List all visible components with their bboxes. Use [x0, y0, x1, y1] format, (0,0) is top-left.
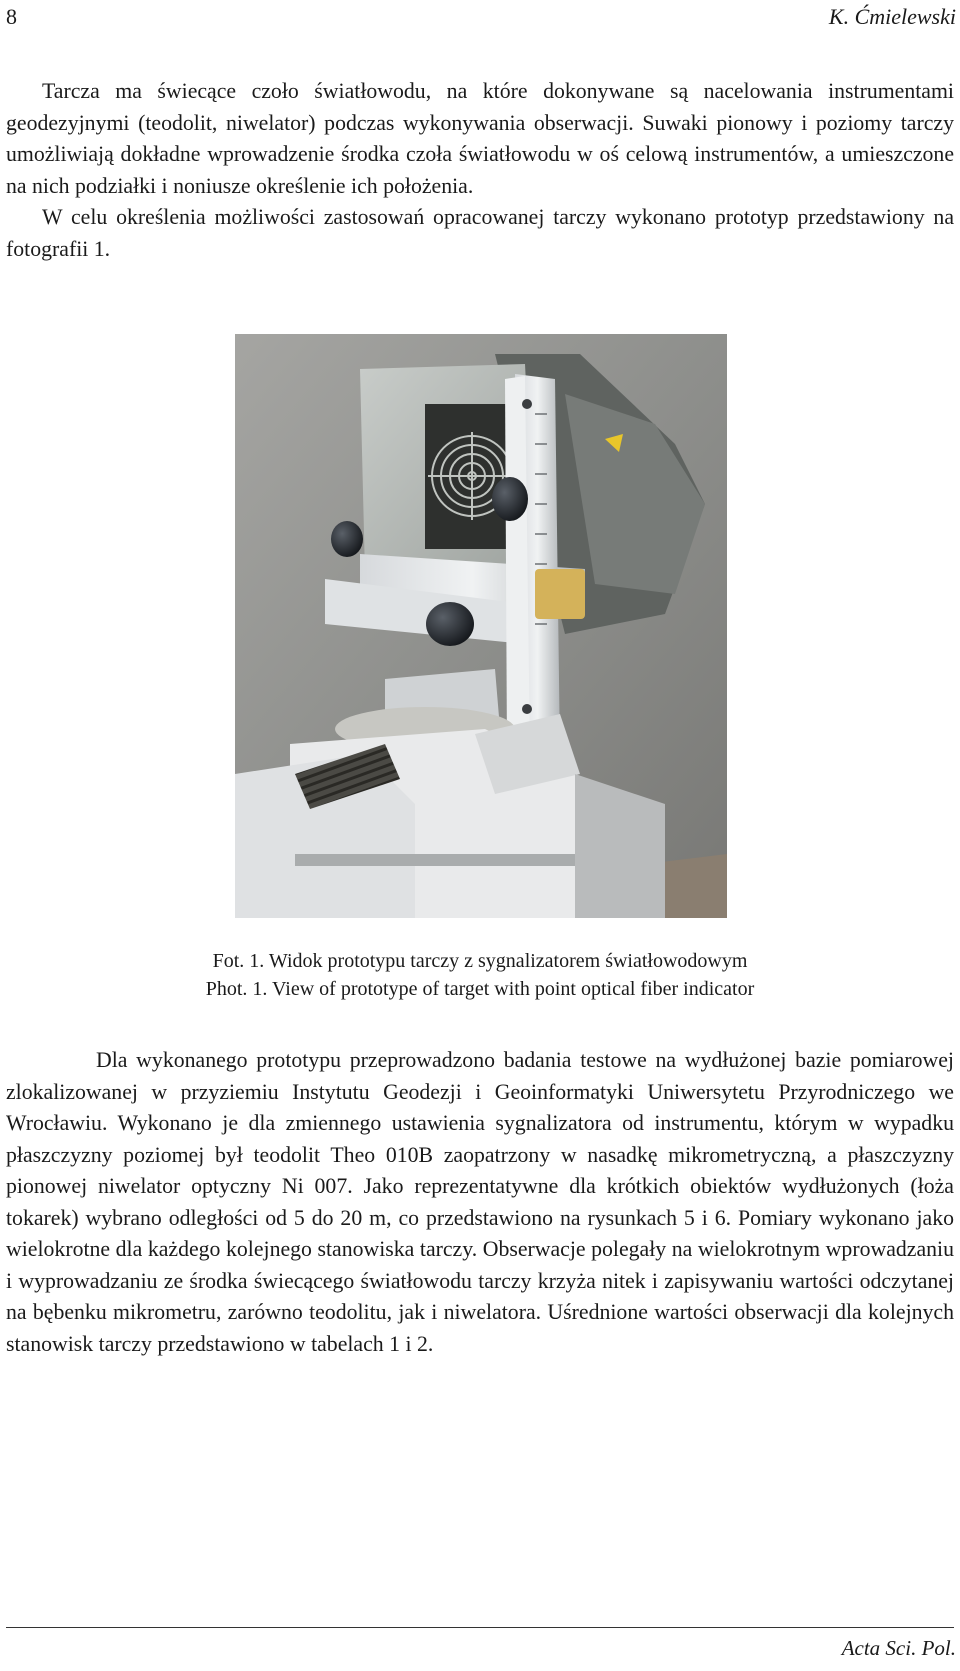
intro-text	[6, 76, 954, 265]
figure-caption-english: Phot. 1. View of prototype of target with point optical fiber indicator	[205, 978, 755, 1000]
page-number: 8	[6, 4, 17, 29]
main-text	[6, 1045, 954, 1360]
prototype-photo	[235, 334, 727, 918]
paragraph: Tarcza ma świecące czoło światłowodu, na które dokonywane są nacelowania instrumentami geodezyjnymi (teodolit, niwelator) podczas wykonywania obserwacji. Suwaki pionowy i poziomy tarczy umożliwiają dokładne wprowadzenie środka czoła światłowodu w oś celową instrumentów, a umieszczone na nich podziałki i noniusze określenie ich położenia.	[6, 79, 954, 198]
paragraph: W celu określenia możliwości zastosowań opracowanej tarczy wykonano prototyp przedstawiony na fotografii 1.	[6, 205, 954, 261]
footer-divider	[6, 1627, 954, 1628]
running-header-author: K. Ćmielewski	[828, 4, 956, 29]
prototype-photo-drawing	[235, 334, 727, 918]
figure-caption-polish: Fot. 1. Widok prototypu tarczy z sygnalizatorem światłowodowym	[212, 950, 748, 972]
paragraph: Dla wykonanego prototypu przeprowadzono badania testowe na wydłużonej bazie pomiarowej zlokalizowanej w przyziemiu Instytutu Geodezji i Geoinformatyki Uniwersytetu Przyrodniczego we Wrocławiu. Wykonano je dla zmiennego ustawienia sygnalizatora od instrumentu, którym w wypadku płaszczyzny poziomej był teodolit Theo 010B zaopatrzony w nasadkę mikrometryczną, a płaszczyzny pionowej niwelator optyczny Ni 007. Jako reprezentatywne dla krótkich obiektów wydłużonych (łoża tokarek) wybrano odległości od 5 do 20 m, co przedstawiono na rysunkach 5 i 6. Pomiary wykonano jako wielokrotne dla każdego kolejnego stanowiska tarczy. Obserwacje polegały na wielokrotnym wprowadzaniu i wyprowadzaniu ze środka świecącego światłowodu tarczy krzyża nitek i zapisywaniu wartości odczytanej na bębenku mikrometru, zarówno teodolitu, jak i niwelatora. Uśrednione wartości obserwacji dla kolejnych stanowisk tarczy przedstawiono w tabelach 1 i 2.	[6, 1048, 954, 1356]
running-footer-journal: Acta Sci. Pol.	[841, 1636, 956, 1660]
